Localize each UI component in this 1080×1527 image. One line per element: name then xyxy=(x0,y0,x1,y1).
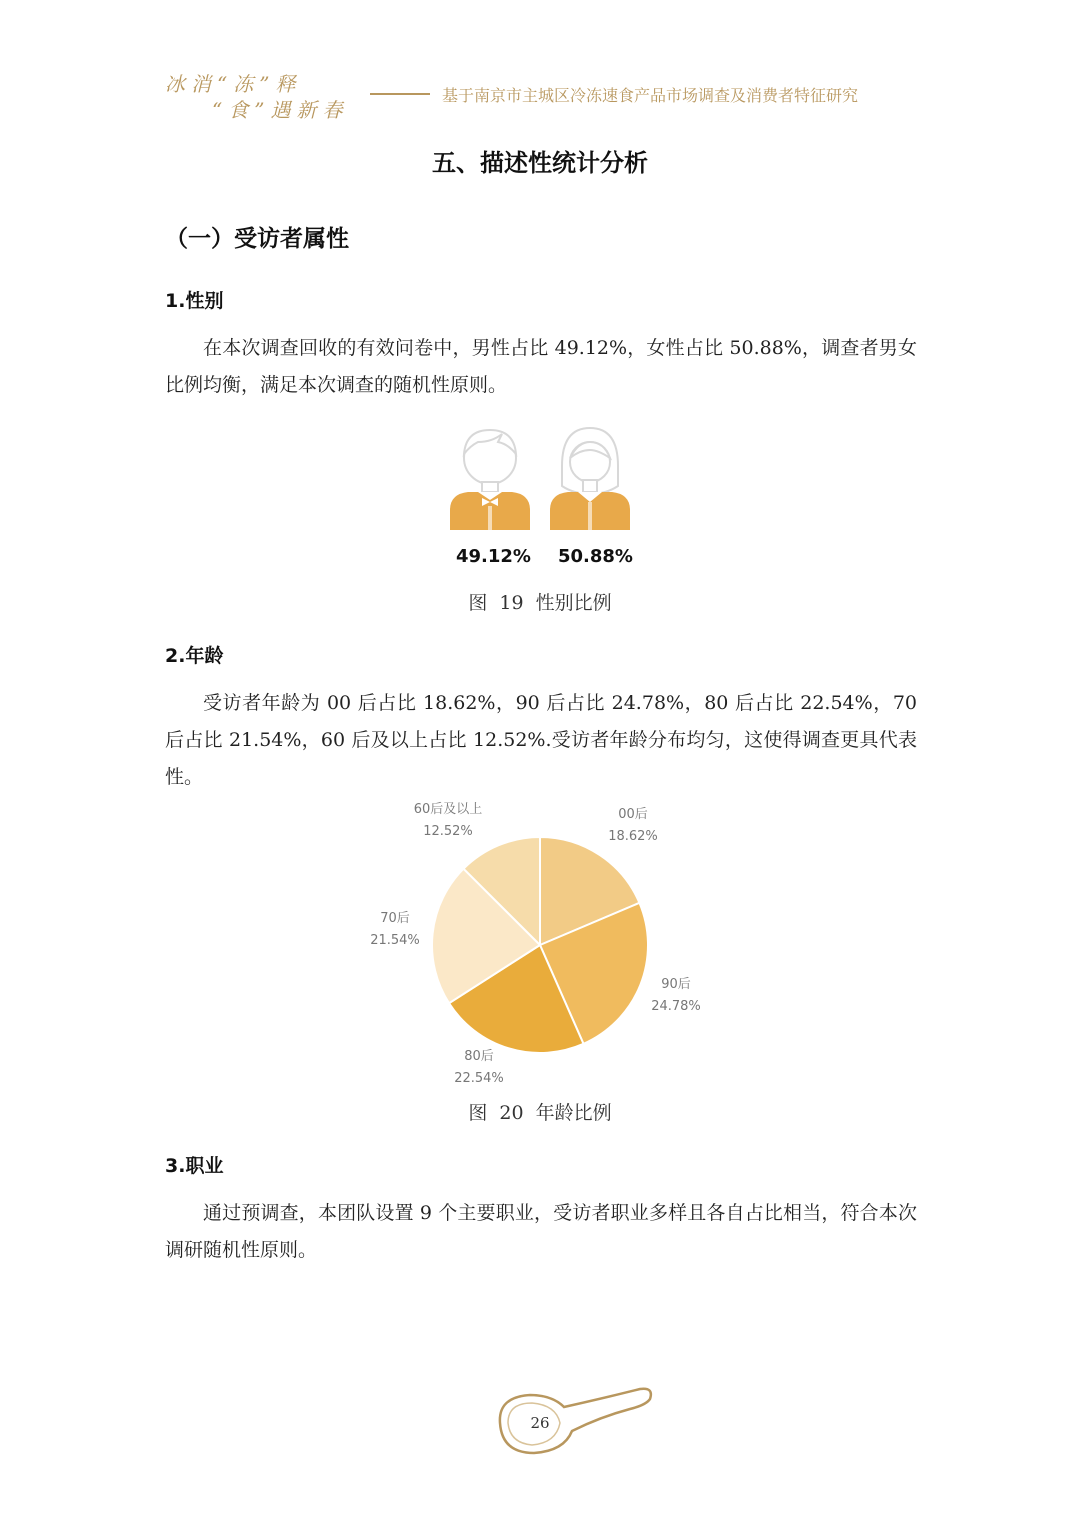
section-title: （一）受访者属性 xyxy=(165,226,349,252)
pie-label-90 xyxy=(631,974,721,1018)
female-percentage: 50.88% xyxy=(558,546,633,567)
header-brand-line-2: “食”遇新春 xyxy=(212,98,349,122)
pie-label-60 xyxy=(403,799,493,843)
gender-paragraph: 在本次调查回收的有效问卷中，男性占比 49.12%，女性占比 50.88%，调查者男女比例均衡，满足本次调查的随机性原则。 xyxy=(165,337,917,396)
spoon-icon xyxy=(490,1383,660,1463)
occupation-paragraph: 通过预调查，本团队设置 9 个主要职业，受访者职业多样且各自占比相当，符合本次调研随机性原则。 xyxy=(165,1202,917,1261)
pie-label-00 xyxy=(588,804,678,848)
header-subtitle: 基于南京市主城区冷冻速食产品市场调查及消费者特征研究 xyxy=(442,86,859,105)
pie-label-00-category: 00后 xyxy=(618,807,648,822)
female-person-icon xyxy=(548,420,632,532)
pie-label-60-value: 12.52% xyxy=(423,824,473,839)
age-paragraph: 受访者年龄为 00 后占比 18.62%，90 后占比 24.78%，80 后占比 22.54%，70 后占比 21.54%，60 后及以上占比 12.52%.受访者年龄分布均匀，这使得调查更具代表性。 xyxy=(165,692,917,788)
pie-label-70 xyxy=(350,908,440,952)
male-percentage: 49.12% xyxy=(456,546,531,567)
chapter-title: 五、描述性统计分析 xyxy=(432,149,648,177)
page-number: 26 xyxy=(530,1414,550,1432)
occupation-heading: 3.职业 xyxy=(165,1155,224,1177)
pie-label-80-category: 80后 xyxy=(464,1049,494,1064)
header-dash xyxy=(370,93,430,95)
pie-label-90-value: 24.78% xyxy=(651,999,701,1014)
male-person-icon xyxy=(448,420,532,532)
age-pie-chart xyxy=(420,825,660,1065)
pie-label-80 xyxy=(434,1046,524,1090)
pie-label-70-value: 21.54% xyxy=(370,933,420,948)
pie-label-80-value: 22.54% xyxy=(454,1071,504,1086)
pie-label-60-category: 60后及以上 xyxy=(413,802,483,817)
pie-label-90-category: 90后 xyxy=(661,977,691,992)
gender-heading: 1.性别 xyxy=(165,290,224,312)
pie-label-00-value: 18.62% xyxy=(608,829,658,844)
header-brand-line-1: 冰消“冻”释 xyxy=(165,72,302,96)
age-heading: 2.年龄 xyxy=(165,645,224,667)
figure-19-caption: 图 19 性别比例 xyxy=(468,592,612,614)
pie-label-70-category: 70后 xyxy=(380,911,410,926)
figure-20-caption: 图 20 年龄比例 xyxy=(468,1102,612,1124)
